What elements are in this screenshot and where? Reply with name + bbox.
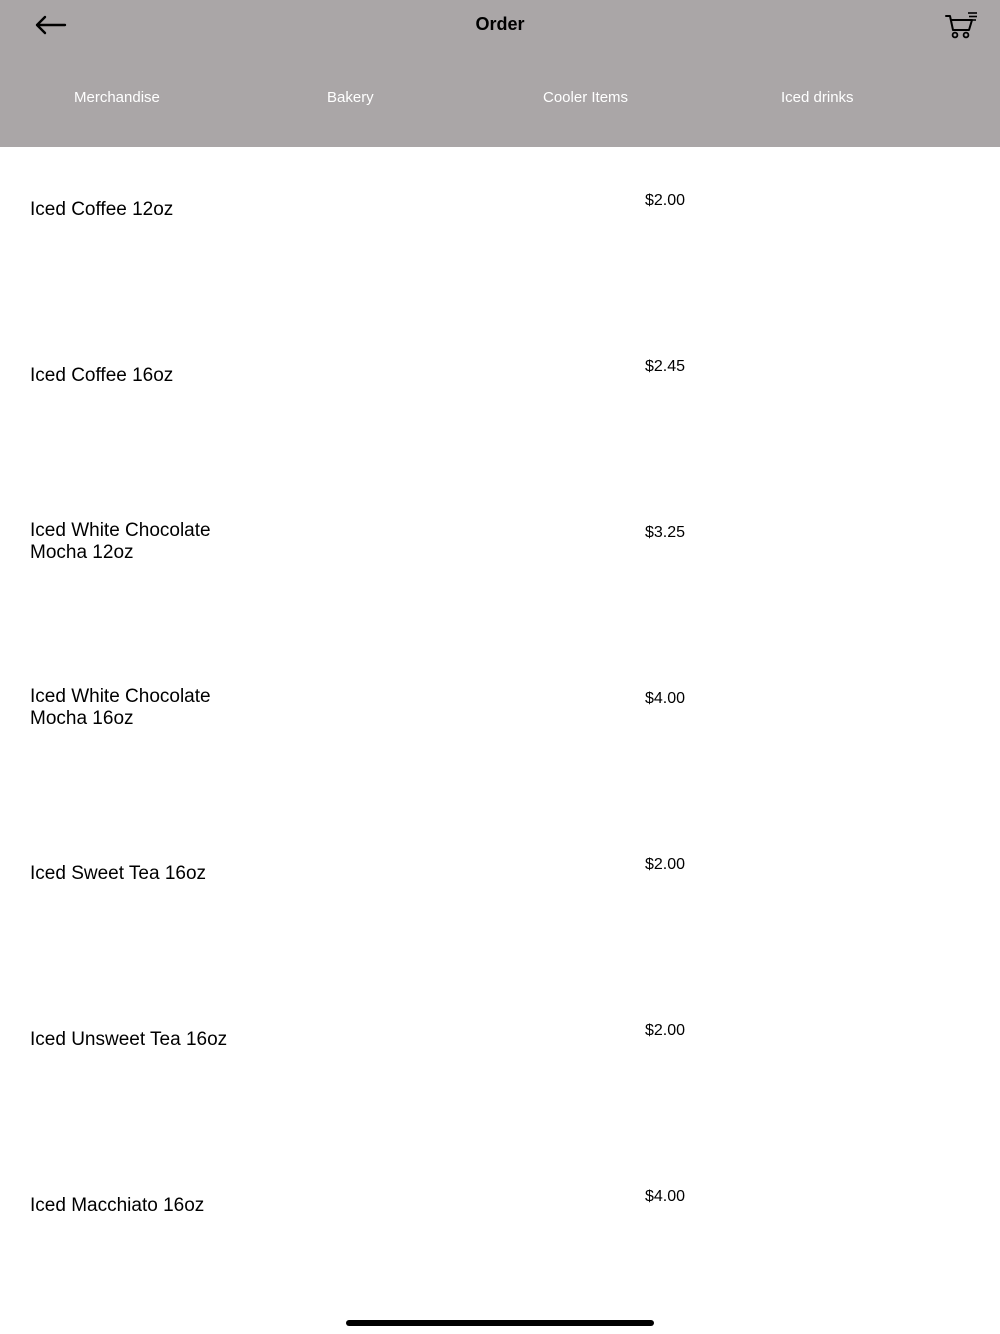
page-title: Order: [475, 14, 525, 34]
item-price: $2.00: [645, 856, 686, 873]
menu-item[interactable]: [0, 1143, 1000, 1309]
item-name: Iced Sweet Tea 16oz: [30, 863, 207, 884]
item-price: $2.45: [645, 358, 686, 375]
cart-icon: [944, 10, 978, 40]
item-name: Iced Coffee 16oz: [30, 365, 174, 386]
menu-item[interactable]: [0, 811, 1000, 977]
item-name: Iced White Chocolate Mocha 16oz: [30, 686, 211, 729]
cart-button[interactable]: [942, 8, 980, 42]
tab-cooler-items[interactable]: Cooler Items: [543, 89, 629, 106]
item-name: Iced Unsweet Tea 16oz: [30, 1029, 228, 1050]
item-price: $3.25: [645, 524, 686, 541]
item-name: Iced Macchiato 16oz: [30, 1195, 205, 1216]
item-name: Iced White Chocolate Mocha 12oz: [30, 520, 211, 563]
menu-item-list: [0, 147, 1000, 1309]
menu-item[interactable]: [0, 313, 1000, 479]
tab-merchandise[interactable]: Merchandise: [74, 89, 160, 106]
item-price: $4.00: [645, 690, 686, 707]
item-name: Iced Coffee 12oz: [30, 199, 174, 220]
item-price: $2.00: [645, 192, 686, 209]
top-bar: [0, 0, 1000, 147]
menu-item[interactable]: [0, 645, 1000, 811]
item-price: $2.00: [645, 1022, 686, 1039]
home-indicator[interactable]: [346, 1320, 654, 1326]
tab-bakery[interactable]: Bakery: [327, 89, 374, 106]
item-price: $4.00: [645, 1188, 686, 1205]
tab-iced-drinks[interactable]: Iced drinks: [781, 89, 854, 106]
menu-item[interactable]: [0, 147, 1000, 313]
menu-item[interactable]: [0, 479, 1000, 645]
menu-item[interactable]: [0, 977, 1000, 1143]
